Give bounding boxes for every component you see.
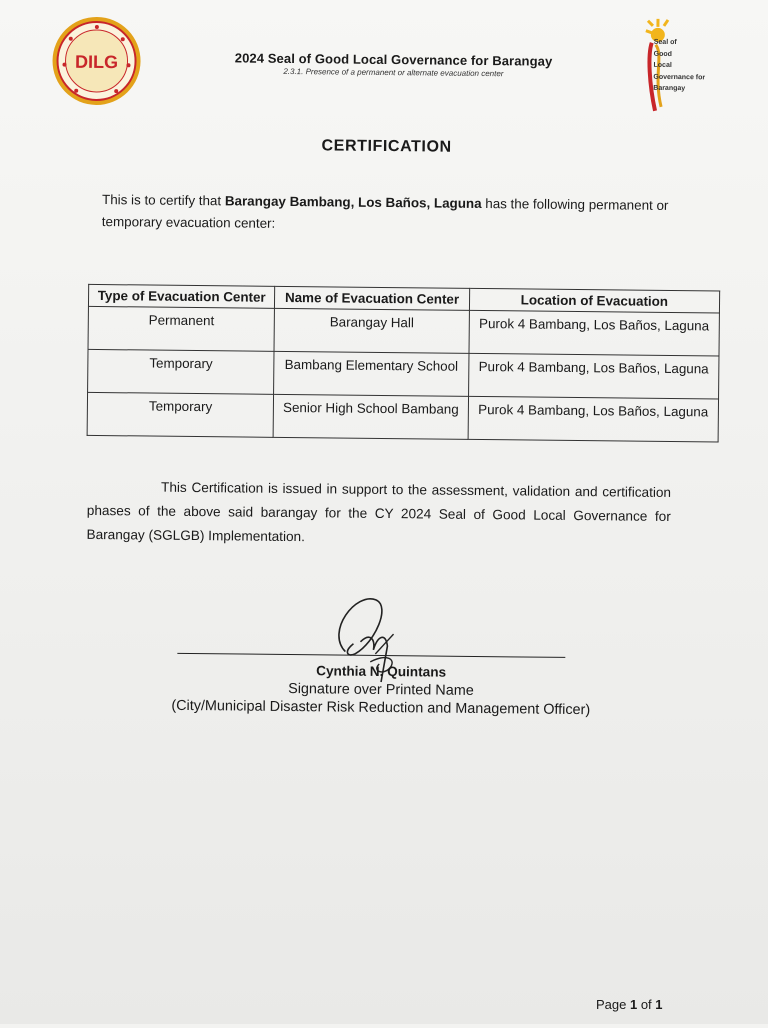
intro-paragraph: This is to certify that Barangay Bambang, Los Baños, Laguna has the following permanent or temporary evacuation center: bbox=[102, 189, 682, 239]
dilg-logo bbox=[50, 14, 143, 107]
cell-name: Bambang Elementary School bbox=[274, 351, 469, 396]
seal-text: Seal of Good Local Governance for Barangay bbox=[653, 37, 705, 95]
document-title: CERTIFICATION bbox=[3, 134, 768, 160]
table-row bbox=[88, 349, 719, 399]
cell-location: Purok 4 Bambang, Los Baños, Laguna bbox=[469, 310, 720, 356]
header-subtitle: 2.3.1. Presence of a permanent or alternate evacuation center bbox=[183, 66, 603, 79]
cell-type: Temporary bbox=[87, 392, 274, 437]
col-location-header: Location of Evacuation bbox=[469, 288, 720, 313]
header-title: 2024 Seal of Good Local Governance for Barangay bbox=[183, 50, 603, 69]
cell-location: Purok 4 Bambang, Los Baños, Laguna bbox=[468, 396, 719, 442]
signatory-name: Cynthia N. Quintans bbox=[0, 660, 765, 683]
col-name-header: Name of Evacuation Center bbox=[275, 286, 470, 310]
sglgb-seal bbox=[643, 15, 764, 126]
signatory-position: (City/Municipal Disaster Risk Reduction and Management Officer) bbox=[0, 696, 765, 720]
table-row bbox=[88, 306, 719, 356]
col-type-header: Type of Evacuation Center bbox=[88, 284, 275, 308]
cell-name: Barangay Hall bbox=[274, 308, 469, 353]
evacuation-table bbox=[87, 284, 721, 443]
document-header bbox=[183, 50, 603, 79]
cell-type: Temporary bbox=[88, 349, 275, 394]
statement-paragraph: This Certification is issued in support to the assessment, validation and certification phases of the above said barangay for the CY 2024 Seal of Good Local Governance for Barangay (SGLGB) Implementation. bbox=[86, 475, 671, 553]
table-row bbox=[87, 392, 718, 442]
barangay-name: Barangay Bambang, Los Baños, Laguna bbox=[225, 193, 482, 211]
cell-type: Permanent bbox=[88, 306, 275, 351]
dilg-logo-text: DILG bbox=[75, 52, 118, 72]
cell-name: Senior High School Bambang bbox=[273, 394, 468, 439]
cell-location: Purok 4 Bambang, Los Baños, Laguna bbox=[468, 353, 719, 399]
signature-caption: Signature over Printed Name bbox=[0, 678, 765, 702]
page-number: Page 1 of 1 bbox=[596, 997, 663, 1012]
